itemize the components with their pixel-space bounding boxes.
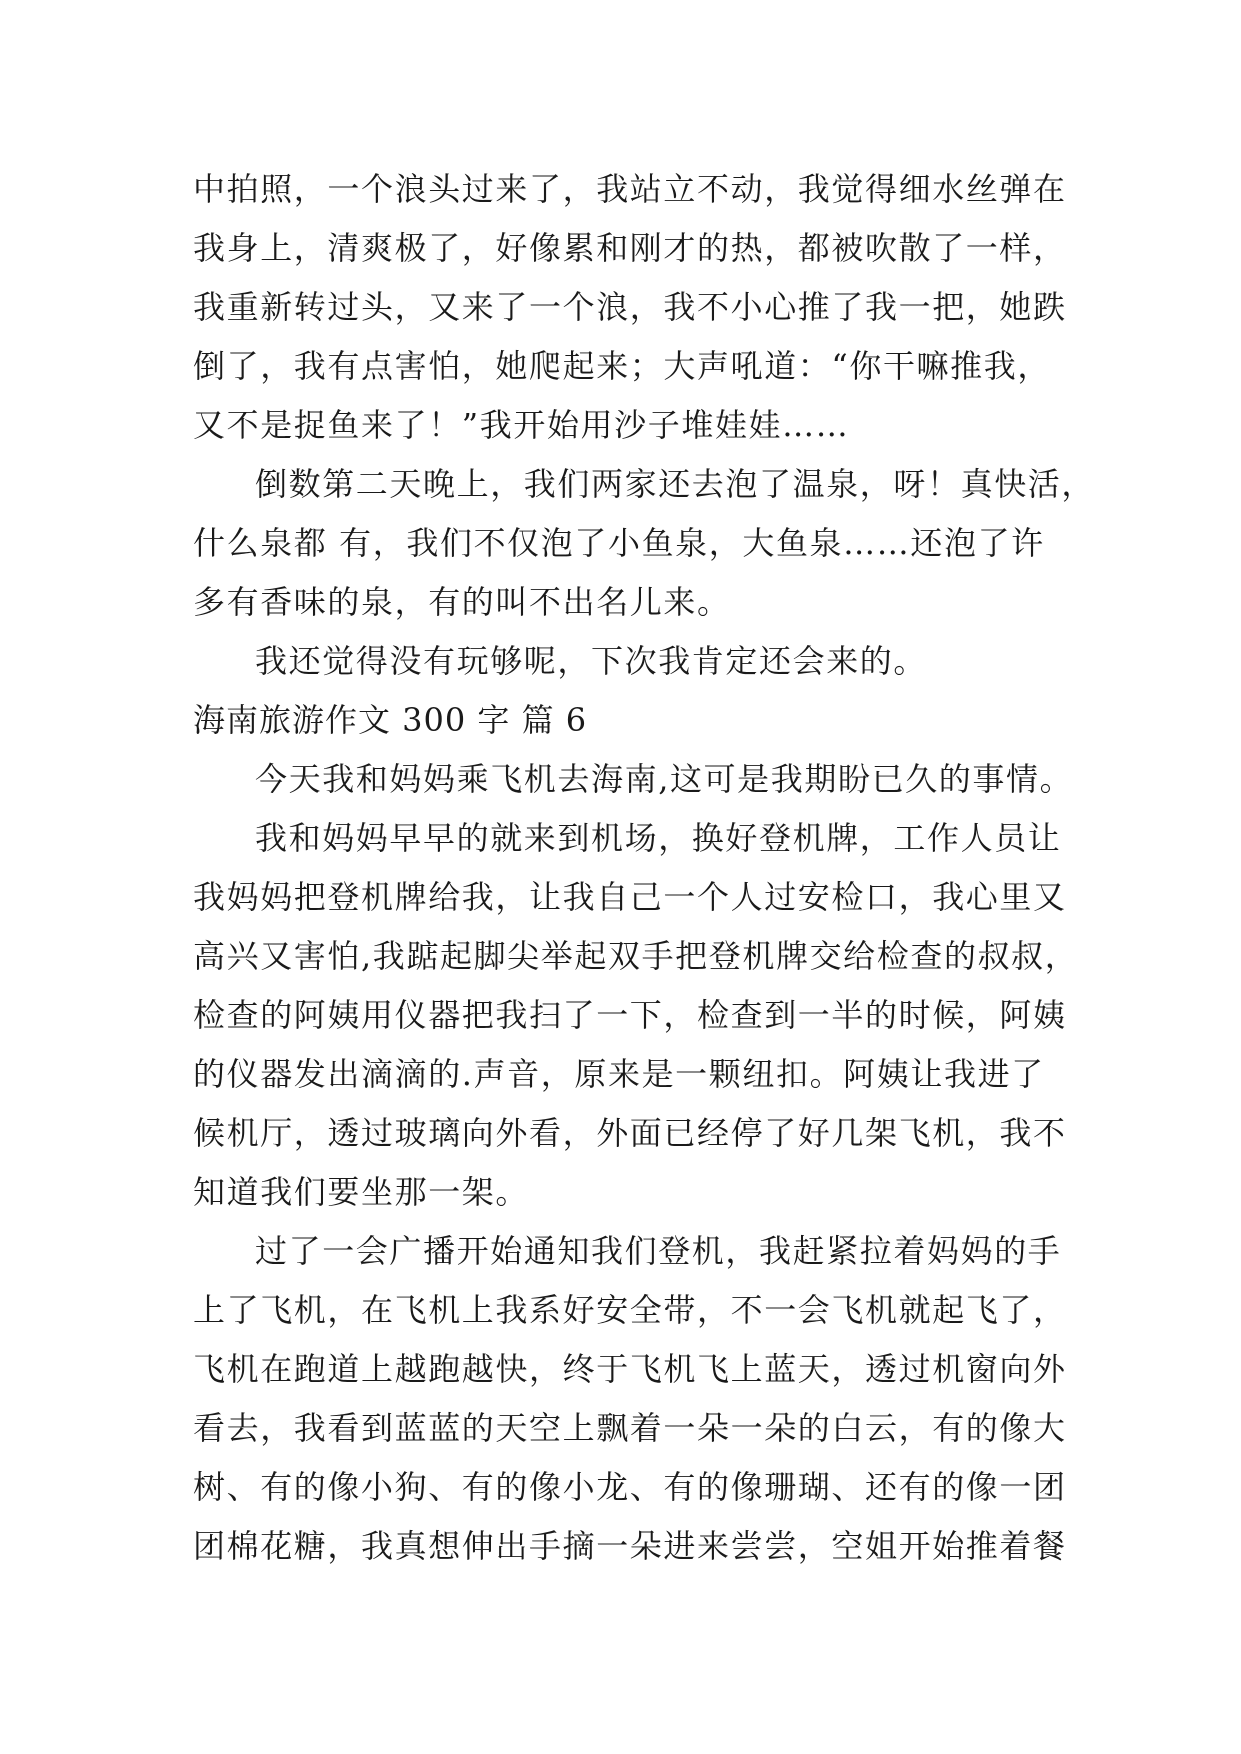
paragraph [193, 632, 1073, 691]
text-line: 过了一会广播开始通知我们登机，我赶紧拉着妈妈的手 [255, 1232, 1062, 1270]
text-line: 我身上，清爽极了，好像累和刚才的热，都被吹散了一样， [193, 229, 1067, 267]
text-line: 倒了，我有点害怕，她爬起来；大声吼道：“你干嘛推我， [193, 347, 1051, 385]
paragraph [193, 1222, 1073, 1576]
paragraph [193, 160, 1073, 455]
text-line: 飞机在跑道上越跑越快，终于飞机飞上蓝天，透过机窗向外 [193, 1350, 1067, 1388]
text-line: 我和妈妈早早的就来到机场，换好登机牌，工作人员让 [255, 819, 1062, 857]
text-line: 今天我和妈妈乘飞机去海南,这可是我期盼已久的事情。 [255, 760, 1074, 798]
paragraph [193, 750, 1073, 809]
text-line: 什么泉都 有，我们不仅泡了小鱼泉，大鱼泉……还泡了许 [193, 524, 1045, 562]
text-line: 倒数第二天晚上，我们两家还去泡了温泉，呀！真快活， [255, 465, 1096, 503]
text-line: 上了飞机，在飞机上我系好安全带，不一会飞机就起飞了， [193, 1291, 1067, 1329]
paragraph [193, 455, 1096, 632]
text-line: 我还觉得没有玩够呢，下次我肯定还会来的。 [255, 642, 928, 680]
text-line: 树、有的像小狗、有的像小龙、有的像珊瑚、还有的像一团 [193, 1468, 1067, 1506]
section-heading [193, 691, 1073, 750]
heading-text: 海南旅游作文 300 字 篇 6 [193, 701, 588, 739]
document-body [193, 160, 1096, 1576]
paragraph [193, 809, 1079, 1222]
text-line: 检查的阿姨用仪器把我扫了一下，检查到一半的时候，阿姨 [193, 996, 1067, 1034]
text-line: 候机厅，透过玻璃向外看，外面已经停了好几架飞机，我不 [193, 1114, 1067, 1152]
text-line: 我重新转过头，又来了一个浪，我不小心推了我一把，她跌 [193, 288, 1067, 326]
text-line: 团棉花糖，我真想伸出手摘一朵进来尝尝，空姐开始推着餐 [193, 1527, 1067, 1565]
text-line: 高兴又害怕,我踮起脚尖举起双手把登机牌交给检查的叔叔， [193, 937, 1079, 975]
text-line: 知道我们要坐那一架。 [193, 1173, 530, 1211]
text-line: 我妈妈把登机牌给我，让我自己一个人过安检口，我心里又 [193, 878, 1067, 916]
text-line: 多有香味的泉，有的叫不出名儿来。 [193, 583, 731, 621]
text-line: 的仪器发出滴滴的.声音，原来是一颗纽扣。阿姨让我进了 [193, 1055, 1045, 1093]
text-line: 中拍照，一个浪头过来了，我站立不动，我觉得细水丝弹在 [193, 170, 1067, 208]
text-line: 又不是捉鱼来了！”我开始用沙子堆娃娃…… [193, 406, 850, 444]
text-line: 看去，我看到蓝蓝的天空上飘着一朵一朵的白云，有的像大 [193, 1409, 1067, 1447]
